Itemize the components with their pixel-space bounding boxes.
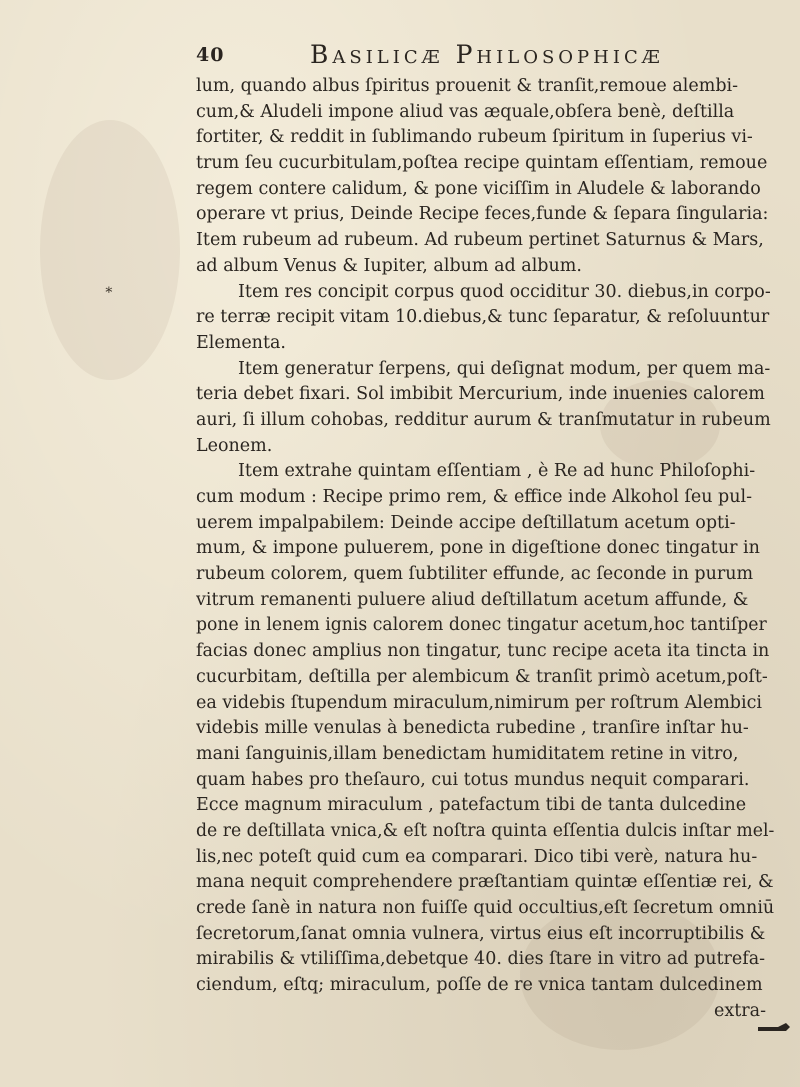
text-line: auri, ſi illum cohobas, redditur aurum & tranſmutatur in rubeum	[196, 409, 771, 430]
text-line: mirabilis & vtiliſſima,debetque 40. dies ſtare in vitro ad putrefa-	[196, 949, 766, 970]
page-number: 40	[196, 44, 225, 66]
text-line: lis,nec poteſt quid cum ea comparari. Dico tibi verè, natura hu-	[196, 846, 758, 867]
text-line: uerem impalpabilem: Deinde accipe deſtillatum acetum opti-	[196, 512, 736, 533]
text-line: mum, & impone puluerem, pone in digeſtione donec tingatur in	[196, 538, 760, 559]
text-line: regem contere calidum, & pone viciſſim in Aludele & laborando	[196, 178, 761, 199]
text-line: pone in lenem ignis calorem donec tingatur acetum,hoc tantiſper	[196, 615, 767, 636]
text-line: mana nequit comprehendere præſtantiam quintæ eſſentiæ rei, &	[196, 872, 774, 893]
text-line: cum modum : Recipe primo rem, & effice inde Alkohol ſeu pul-	[196, 487, 753, 507]
text-line: cum,& Aludeli impone aliud vas æquale,obſera benè, deſtilla	[196, 101, 735, 122]
text-line: de re deſtillata vnica,& eſt noſtra quinta eſſentia dulcis inſtar mel-	[196, 820, 774, 841]
text-line: Item res concipit corpus quod occiditur 30. diebus,in corpo-	[238, 281, 771, 302]
running-title: Basilicæ Philosophicæ	[310, 40, 664, 69]
catchword: extra-	[714, 1000, 766, 1021]
text-line: facias donec amplius non tingatur, tunc recipe aceta ita tincta in	[196, 641, 770, 662]
text-line: Elementa.	[196, 332, 286, 353]
text-line: ad album Venus & Iupiter, album ad album.	[196, 255, 582, 276]
text-line: ea videbis ſtupendum miraculum,nimirum per roſtrum Alembici	[196, 692, 762, 713]
text-line: trum ſeu cucurbitulam,poſtea recipe quintam eſſentiam, remoue	[196, 153, 768, 174]
text-line: ciendum, eſtq; miraculum, poſſe de re vnica tantam dulcedinem	[196, 975, 763, 996]
text-line: quam habes pro theſauro, cui totus mundus nequit comparari.	[196, 769, 750, 790]
text-line: videbis mille venulas à benedicta rubedine , tranſire inſtar hu-	[196, 718, 749, 739]
text-line: Item generatur ſerpens, qui deſignat modum, per quem ma-	[238, 358, 771, 379]
paper-stain	[40, 120, 180, 380]
text-line: lum, quando albus ſpiritus prouenit & tranſit,remoue alembi-	[196, 76, 739, 96]
text-line: teria debet fixari. Sol imbibit Mercurium, inde inuenies calorem	[196, 384, 765, 405]
text-line: cucurbitam, deſtilla per alembicum & tranſit primò acetum,poſt-	[196, 666, 768, 687]
text-line: vitrum remanenti puluere aliud deſtillatum acetum affunde, &	[196, 589, 749, 610]
text-line: rubeum colorem, quem ſubtiliter effunde, ac ſeconde in purum	[196, 564, 754, 585]
page-header	[196, 40, 796, 76]
body-text	[196, 74, 774, 1024]
text-line: operare vt prius, Deinde Recipe feces,funde & ſepara ſingularia:	[196, 204, 769, 225]
text-line: Ecce magnum miraculum , patefactum tibi de tanta dulcedine	[196, 795, 747, 816]
text-line: crede ſanè in natura non fuiſſe quid occultius,eſt ſecretum omniū	[196, 898, 774, 918]
text-line: Leonem.	[196, 435, 273, 456]
text-line: fortiter, & reddit in ſublimando rubeum ſpiritum in ſuperius vi-	[196, 127, 753, 148]
text-line: mani ſanguinis,illam benedictam humiditatem retine in vitro,	[196, 743, 739, 764]
pointing-hand-icon	[756, 1019, 792, 1039]
text-line: re terræ recipit vitam 10.diebus,& tunc ſeparatur, & reſoluuntur	[196, 307, 770, 328]
text-line: ſecretorum,ſanat omnia vulnera, virtus eius eſt incorruptibilis &	[196, 923, 766, 944]
text-line: Item rubeum ad rubeum. Ad rubeum pertinet Saturnus & Mars,	[196, 230, 764, 251]
margin-mark: ∗	[104, 282, 114, 298]
text-line: Item extrahe quintam eſſentiam , è Re ad hunc Philoſophi-	[238, 461, 756, 482]
